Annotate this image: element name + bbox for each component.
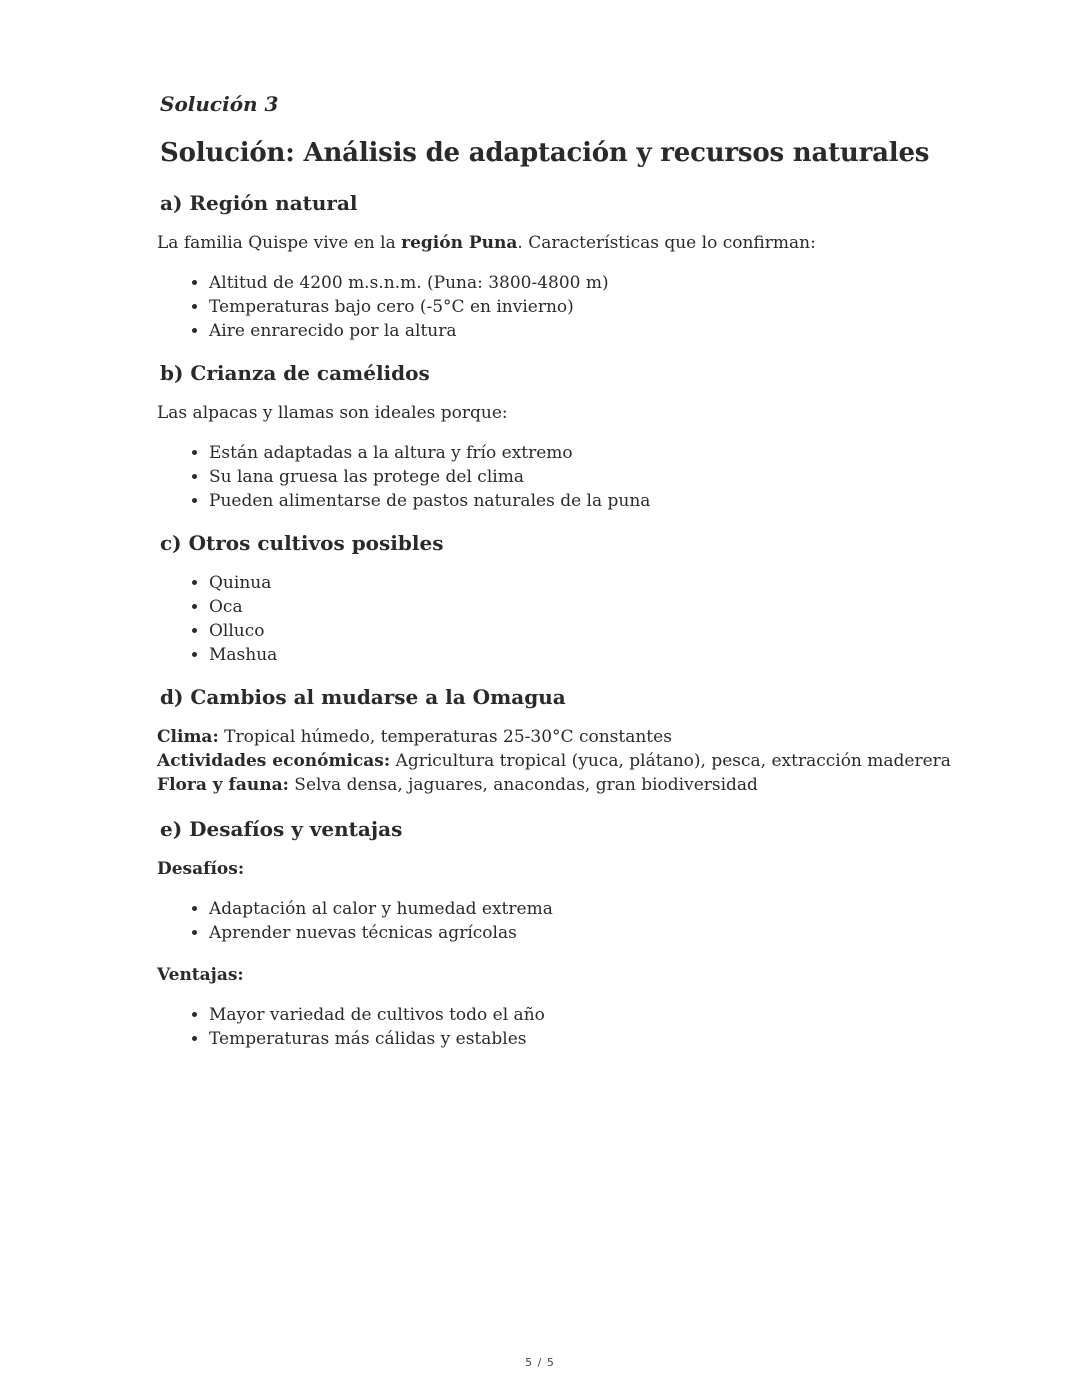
section-c-heading: c) Otros cultivos posibles bbox=[160, 531, 444, 556]
list-item: • Mashua bbox=[209, 643, 957, 667]
list-item: • Su lana gruesa las protege del clima bbox=[209, 465, 957, 489]
page-title: Solución: Análisis de adaptación y recursos naturales bbox=[160, 138, 930, 168]
section-a-list bbox=[157, 271, 957, 343]
section-b-heading: b) Crianza de camélidos bbox=[160, 361, 430, 386]
section-a-heading: a) Región natural bbox=[160, 191, 358, 216]
list-item: • Pueden alimentarse de pastos naturales de la puna bbox=[209, 489, 957, 513]
climate-label: Clima: bbox=[157, 727, 219, 748]
list-item: • Quinua bbox=[209, 571, 957, 595]
economy-line bbox=[157, 749, 957, 773]
list-item: • Altitud de 4200 m.s.n.m. (Puna: 3800-4800 m) bbox=[209, 271, 957, 295]
section-e-heading: e) Desafíos y ventajas bbox=[160, 817, 403, 842]
section-d-lines bbox=[157, 725, 957, 797]
challenges-list bbox=[157, 897, 957, 945]
section-b-list bbox=[157, 441, 957, 513]
page-number: 5 / 5 bbox=[525, 1356, 555, 1369]
list-item: • Oca bbox=[209, 595, 957, 619]
section-a-intro-rest: . Características que lo confirman: bbox=[517, 233, 816, 254]
flora-fauna-label: Flora y fauna: bbox=[157, 775, 289, 796]
list-item: • Aprender nuevas técnicas agrícolas bbox=[209, 921, 957, 945]
section-d-heading: d) Cambios al mudarse a la Omagua bbox=[160, 685, 566, 710]
section-a-intro bbox=[157, 231, 957, 255]
section-b-intro: Las alpacas y llamas son ideales porque: bbox=[157, 403, 508, 424]
list-item: • Temperaturas más cálidas y estables bbox=[209, 1027, 957, 1051]
document-content bbox=[157, 92, 957, 1069]
flora-fauna-text: Selva densa, jaguares, anacondas, gran biodiversidad bbox=[288, 775, 758, 796]
challenges-label: Desafíos: bbox=[157, 859, 245, 880]
list-item: • Olluco bbox=[209, 619, 957, 643]
list-item: • Aire enrarecido por la altura bbox=[209, 319, 957, 343]
climate-text: Tropical húmedo, temperaturas 25-30°C constantes bbox=[218, 727, 672, 748]
list-item: • Adaptación al calor y humedad extrema bbox=[209, 897, 957, 921]
advantages-label: Ventajas: bbox=[157, 965, 244, 986]
list-item: • Mayor variedad de cultivos todo el año bbox=[209, 1003, 957, 1027]
list-item: • Temperaturas bajo cero (-5°C en invierno) bbox=[209, 295, 957, 319]
section-a-intro-bold: región Puna bbox=[401, 233, 518, 254]
climate-line bbox=[157, 725, 957, 749]
section-c-list bbox=[157, 571, 957, 667]
solution-kicker: Solución 3 bbox=[160, 92, 279, 116]
economy-text: Agricultura tropical (yuca, plátano), pesca, extracción maderera bbox=[390, 751, 951, 772]
economy-label: Actividades económicas: bbox=[157, 751, 391, 772]
advantages-list bbox=[157, 1003, 957, 1051]
list-item: • Están adaptadas a la altura y frío extremo bbox=[209, 441, 957, 465]
flora-fauna-line bbox=[157, 773, 957, 797]
section-a-intro-text: La familia Quispe vive en la bbox=[157, 233, 402, 254]
